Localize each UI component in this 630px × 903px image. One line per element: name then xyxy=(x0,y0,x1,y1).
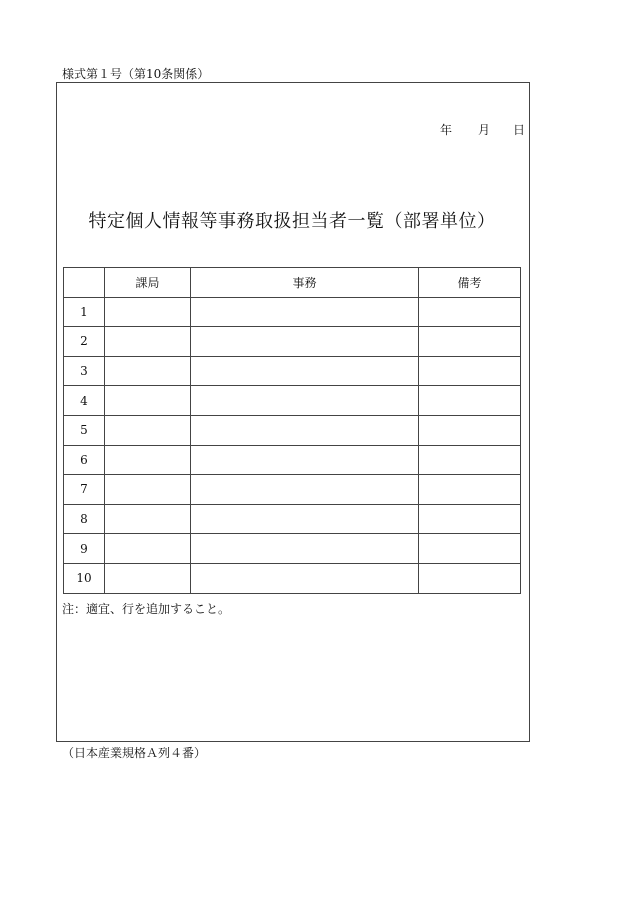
note-text: 注：適宜、行を追加すること。 xyxy=(62,602,231,616)
department-cell[interactable] xyxy=(105,504,191,534)
department-cell[interactable] xyxy=(105,386,191,416)
table-header-row xyxy=(64,268,521,298)
table-row xyxy=(64,475,521,505)
row-number: 9 xyxy=(64,534,105,564)
department-cell[interactable] xyxy=(105,297,191,327)
paper-size-footnote: （日本産業規格Ａ列４番） xyxy=(62,746,207,760)
staff-table xyxy=(63,267,521,594)
task-cell[interactable] xyxy=(191,534,419,564)
row-number: 3 xyxy=(64,356,105,386)
table-row xyxy=(64,415,521,445)
table-row xyxy=(64,445,521,475)
remarks-cell[interactable] xyxy=(419,356,521,386)
row-number: 4 xyxy=(64,386,105,416)
column-header-remarks: 備考 xyxy=(419,268,521,298)
task-cell[interactable] xyxy=(191,475,419,505)
remarks-cell[interactable] xyxy=(419,534,521,564)
table-row xyxy=(64,356,521,386)
table-row xyxy=(64,534,521,564)
remarks-cell[interactable] xyxy=(419,297,521,327)
task-cell[interactable] xyxy=(191,415,419,445)
department-cell[interactable] xyxy=(105,563,191,593)
remarks-cell[interactable] xyxy=(419,415,521,445)
table-row xyxy=(64,386,521,416)
form-number-label: 様式第１号（第10条関係） xyxy=(62,67,210,81)
department-cell[interactable] xyxy=(105,327,191,357)
row-number: 7 xyxy=(64,475,105,505)
department-cell[interactable] xyxy=(105,534,191,564)
column-header-number xyxy=(64,268,105,298)
task-cell[interactable] xyxy=(191,445,419,475)
department-cell[interactable] xyxy=(105,445,191,475)
department-cell[interactable] xyxy=(105,356,191,386)
row-number: 6 xyxy=(64,445,105,475)
table-row xyxy=(64,563,521,593)
row-number: 10 xyxy=(64,563,105,593)
remarks-cell[interactable] xyxy=(419,386,521,416)
task-cell[interactable] xyxy=(191,327,419,357)
remarks-cell[interactable] xyxy=(419,327,521,357)
row-number: 1 xyxy=(64,297,105,327)
remarks-cell[interactable] xyxy=(419,504,521,534)
row-number: 8 xyxy=(64,504,105,534)
remarks-cell[interactable] xyxy=(419,445,521,475)
column-header-task: 事務 xyxy=(191,268,419,298)
department-cell[interactable] xyxy=(105,475,191,505)
row-number: 2 xyxy=(64,327,105,357)
remarks-cell[interactable] xyxy=(419,563,521,593)
date-day-label: 日 xyxy=(513,123,526,137)
table-row xyxy=(64,504,521,534)
row-number: 5 xyxy=(64,415,105,445)
column-header-department: 課局 xyxy=(105,268,191,298)
date-month-label: 月 xyxy=(478,123,491,137)
table-row xyxy=(64,327,521,357)
remarks-cell[interactable] xyxy=(419,475,521,505)
task-cell[interactable] xyxy=(191,386,419,416)
task-cell[interactable] xyxy=(191,297,419,327)
table-row xyxy=(64,297,521,327)
page-title: 特定個人情報等事務取扱担当者一覧（部署単位） xyxy=(88,211,496,232)
task-cell[interactable] xyxy=(191,356,419,386)
task-cell[interactable] xyxy=(191,504,419,534)
department-cell[interactable] xyxy=(105,415,191,445)
date-year-label: 年 xyxy=(440,123,453,137)
task-cell[interactable] xyxy=(191,563,419,593)
